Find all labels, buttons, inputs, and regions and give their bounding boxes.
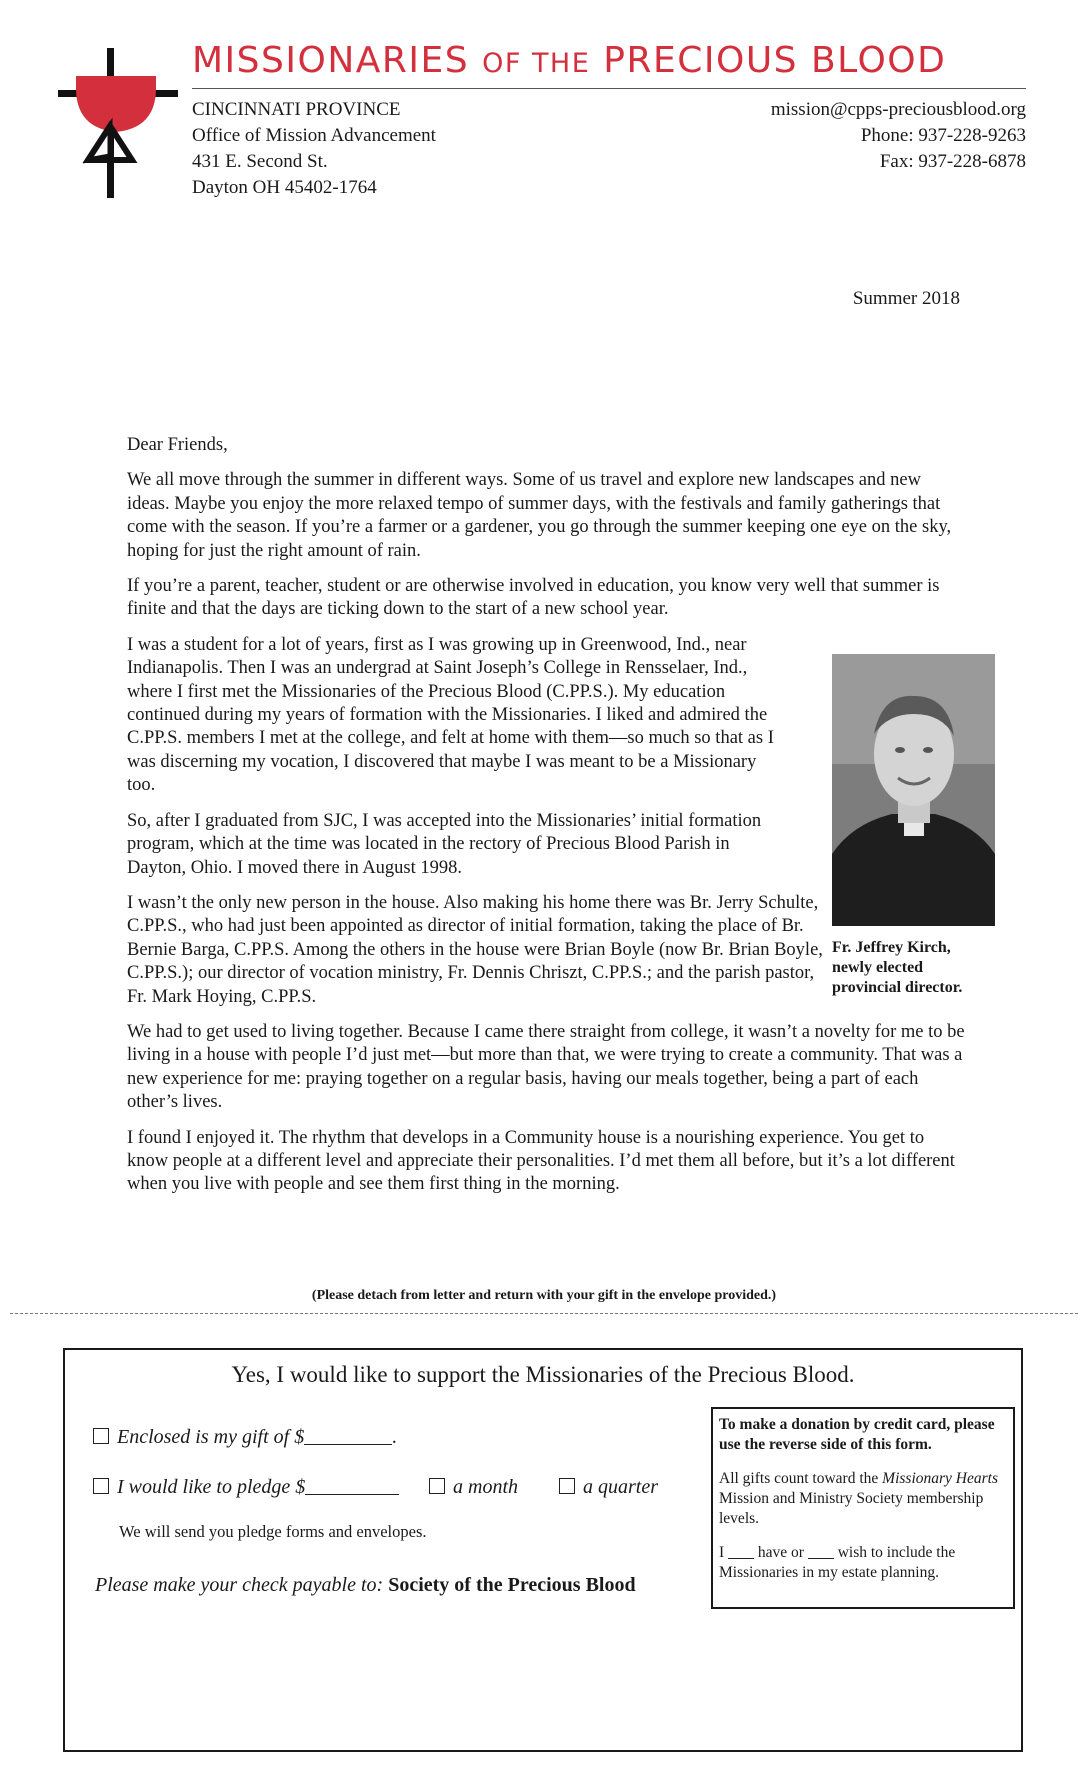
cut-line [10,1313,1078,1314]
form-heading: Yes, I would like to support the Missionaries of the Precious Blood. [231,1362,855,1387]
salutation: Dear Friends, [127,435,228,455]
month-checkbox[interactable] [429,1478,445,1494]
contact-info [771,97,1026,175]
estate-wish: wish to include the Missionaries in my estate planning. [719,1544,956,1581]
pledge-checkbox[interactable] [93,1478,109,1494]
caption-line-1: Fr. Jeffrey Kirch, [832,939,951,956]
quarter-option [559,1476,658,1499]
paragraph-2: If you’re a parent, teacher, student or are otherwise involved in education, you know very well that summer is finite and that the days are ticking down to the start of a new school year. [127,576,940,620]
header-rule [192,88,1026,89]
street-address: 431 E. Second St. [192,151,328,172]
month-label: a month [453,1476,518,1498]
caption-line-2: newly elected [832,959,924,976]
detach-instruction: (Please detach from letter and return with your gift in the envelope provided.) [311,1288,777,1303]
society-post: Mission and Ministry Society membership levels. [719,1490,984,1527]
quarter-checkbox[interactable] [559,1478,575,1494]
photo-caption [832,938,1002,998]
pledge-label: I would like to pledge $ [117,1476,306,1498]
gift-row [93,1426,397,1449]
estate-have: have or [757,1544,804,1561]
credit-card-info-box [711,1407,1015,1609]
have-blank[interactable] [728,1546,754,1559]
estate-i: I [719,1544,725,1561]
payable-line [95,1574,636,1597]
portrait-photo [832,654,995,926]
paragraph-4: So, after I graduated from SJC, I was accepted into the Missionaries’ initial formation program, which at the time was located in the rectory of Precious Blood Parish in Dayton, Ohio. I moved there in August 1998. [127,810,762,878]
donation-response-form [63,1348,1023,1752]
phone-number: Phone: 937-228-9263 [860,125,1026,146]
credit-card-note: To make a donation by credit card, please use the reverse side of this form. [719,1416,995,1453]
cpps-logo [58,48,178,198]
society-note [719,1469,1007,1529]
portrait-illustration [832,654,995,926]
fax-number: Fax: 937-228-6878 [879,151,1026,172]
quarter-label: a quarter [583,1476,658,1498]
society-name: Missionary Hearts [882,1470,998,1487]
paragraph-6: We had to get used to living together. Because I came there straight from college, it wasn’t a novelty for me to be living in a house with people I’d just met—but more than that, we were trying to create a community. That was a new experience for me: praying together on a regular basis, having our meals together, being a part of each other’s lives. [127,1021,965,1113]
gift-checkbox[interactable] [93,1428,109,1444]
paragraph-5: I wasn’t the only new person in the house. Also making his home there was Br. Jerry Schulte, C.PP.S., who had just been appointed as director of initial formation, taking the place of Br. Bernie Barga, C.PP.S. Among the others in the house were Brian Boyle (now Br. Brian Boyle, C.PP.S.); our director of vocation ministry, Fr. Dennis Chriszt, C.PP.S.; and the parish pastor, Fr. Mark Hoying, C.PP.S. [127,892,823,1007]
province-name: CINCINNATI PROVINCE [192,99,401,120]
paragraph-3: I was a student for a lot of years, first as I was growing up in Greenwood, Ind., near Indianapolis. Then I was an undergrad at Saint Joseph’s College in Rensselaer, Ind., where I first met the Missionaries of the Precious Blood (C.PP.S.). My education continued during my years of formation with the Missionaries. I liked and admired the C.PP.S. members I met at the college, and felt at home with them—so much so that as I was discerning my vocation, I discovered that maybe I was meant to be a Missionary too. [127,634,774,796]
mailing-address [192,97,436,201]
payable-label: Please make your check payable to: [95,1574,384,1596]
caption-line-3: provincial director. [832,979,963,996]
organization-title: MISSIONARIES OF THE PRECIOUS BLOOD [192,40,947,81]
city-state-zip: Dayton OH 45402-1764 [192,177,377,198]
paragraph-1: We all move through the summer in different ways. Some of us travel and explore new landscapes and new ideas. Maybe you enjoy the more relaxed tempo of summer days, with the festivals and family gatherings that come with the season. If you’re a farmer or a gardener, you go through the summer keeping one eye on the sky, hoping for just the right amount of rain. [127,470,952,561]
month-option [429,1476,518,1499]
payee-name: Society of the Precious Blood [388,1574,636,1596]
estate-planning-note [719,1543,1007,1583]
wish-blank[interactable] [808,1546,834,1559]
pledge-note: We will send you pledge forms and envelopes. [119,1522,427,1541]
letter-date: Summer 2018 [852,288,960,309]
paragraph-7: I found I enjoyed it. The rhythm that develops in a Community house is a nourishing experience. You get to know people at a different level and appreciate their personalities. I’d met them all before, but it’s a lot different when you live with people and see them first thing in the morning. [127,1127,955,1195]
gift-label-period: . [392,1426,398,1448]
email-address: mission@cpps-preciousblood.org [770,99,1026,120]
pledge-amount-field[interactable] [305,1478,399,1495]
society-pre: All gifts count toward the [719,1470,879,1487]
gift-label: Enclosed is my gift of $ [117,1426,305,1448]
gift-amount-field[interactable] [304,1428,392,1445]
pledge-row [93,1476,399,1499]
office-name: Office of Mission Advancement [192,125,436,146]
